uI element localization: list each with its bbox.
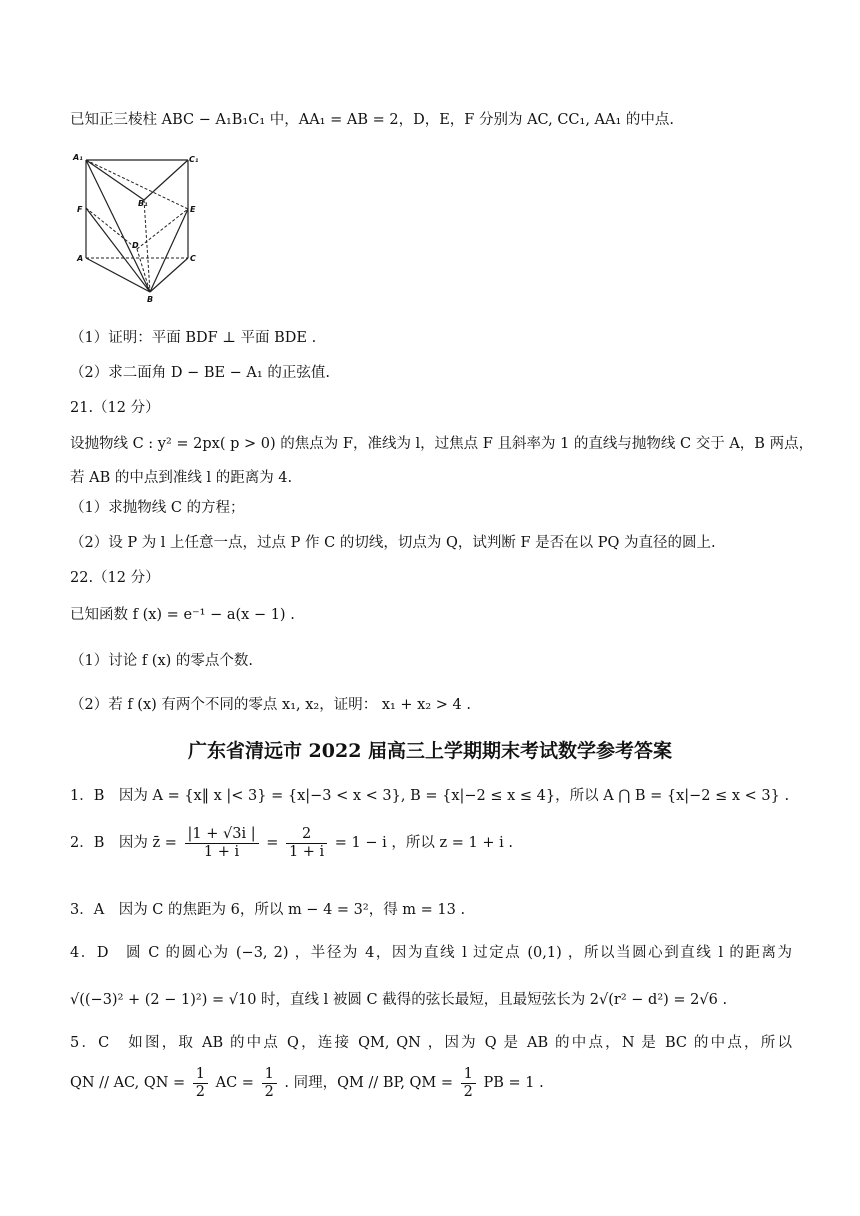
answer-2-num-2: 2 — [286, 826, 327, 844]
label-c: C — [190, 254, 196, 263]
prism-diagram — [72, 152, 202, 304]
label-f: F — [77, 205, 83, 214]
problem21-line1: 设抛物线 C : y² = 2px( p > 0) 的焦点为 F，准线为 l，过焦点 F 且斜率为 1 的直线与抛物线 C 交于 A，B 两点， — [70, 436, 814, 452]
problem20-part1: （1）证明：平面 BDF ⊥ 平面 BDE . — [70, 330, 317, 346]
answer-5-line2 — [70, 1066, 544, 1100]
answer-5-part3: . 同理，QM // BP, QM = — [284, 1075, 454, 1092]
problem21-line2: 若 AB 的中点到准线 l 的距离为 4. — [70, 470, 293, 486]
answer-2-den-2: 1 + i — [288, 843, 325, 860]
answer-2-prefix: 2．B 因为 z̄ = — [70, 835, 177, 852]
problem22-part1: （1）讨论 f (x) 的零点个数. — [70, 653, 254, 669]
answer-2-num-1: |1 + √3i | — [185, 826, 259, 844]
label-e: E — [190, 205, 196, 214]
problem20-part2: （2）求二面角 D − BE − A₁ 的正弦值. — [70, 365, 330, 381]
problem21-part1: （1）求抛物线 C 的方程； — [70, 500, 245, 516]
answer-2-eq: = — [266, 835, 279, 852]
answer-5-den-1: 2 — [195, 1083, 206, 1100]
problem22-header: 22.（12 分） — [70, 570, 160, 586]
label-a: A — [77, 254, 84, 263]
answer-5-line1: 5．C 如图，取 AB 的中点 Q，连接 QM, QN ，因为 Q 是 AB 的中点，N 是 BC 的中点，所以 — [70, 1035, 792, 1051]
problem21-header: 21.（12 分） — [70, 400, 160, 416]
label-c1: C₁ — [189, 155, 199, 164]
answer-4-line2: √((−3)² + (2 − 1)²) = √10 时，直线 l 被圆 C 截得的弦长最短，且最短弦长为 2√(r² − d²) = 2√6 . — [70, 992, 728, 1008]
label-b: B — [147, 295, 154, 304]
answer-2 — [70, 826, 513, 860]
answers-title: 广东省清远市 2022 届高三上学期期末考试数学参考答案 — [187, 740, 673, 762]
answer-2-den-1: 1 + i — [203, 843, 240, 860]
problem20-intro: 已知正三棱柱 ABC − A₁B₁C₁ 中，AA₁ = AB = 2，D，E，F 分别为 AC, CC₁, AA₁ 的中点. — [70, 112, 675, 128]
answer-2-fraction-2 — [286, 826, 327, 860]
answer-5-part4: PB = 1 . — [483, 1075, 544, 1092]
answer-5-part2: AC = — [215, 1075, 254, 1092]
answer-5-num-2: 1 — [262, 1066, 277, 1084]
answer-5-fraction-1 — [193, 1066, 208, 1100]
answer-2-suffix: = 1 − i ，所以 z = 1 + i . — [334, 835, 513, 852]
label-b1: B₁ — [138, 199, 148, 208]
problem22-part2: （2）若 f (x) 有两个不同的零点 x₁, x₂，证明： x₁ + x₂ > 4 . — [70, 697, 471, 713]
answer-4-line1: 4．D 圆 C 的圆心为 (−3, 2) ，半径为 4，因为直线 l 过定点 (0,1) ，所以当圆心到直线 l 的距离为 — [70, 945, 792, 961]
answer-5-fraction-2 — [262, 1066, 277, 1100]
prism-figure — [72, 152, 202, 304]
answer-3: 3．A 因为 C 的焦距为 6，所以 m − 4 = 3²，得 m = 13 . — [70, 902, 466, 918]
problem21-part2: （2）设 P 为 l 上任意一点，过点 P 作 C 的切线，切点为 Q，试判断 F 是否在以 PQ 为直径的圆上. — [70, 535, 716, 551]
answer-5-part1: QN // AC, QN = — [70, 1075, 186, 1092]
label-a1: A₁ — [73, 153, 83, 162]
answer-5-den-3: 2 — [463, 1083, 473, 1100]
answer-5-den-2: 2 — [264, 1083, 274, 1100]
answer-5-num-3: 1 — [461, 1066, 476, 1084]
problem22-intro: 已知函数 f (x) = e⁻¹ − a(x − 1) . — [70, 607, 295, 623]
answer-5-num-1: 1 — [193, 1066, 208, 1084]
answer-2-fraction-1 — [185, 826, 259, 860]
answer-1: 1．B 因为 A = {x‖ x |< 3} = {x|−3 < x < 3}, B = {x|−2 ≤ x ≤ 4}，所以 A ⋂ B = {x|−2 ≤ x < 3} . — [70, 788, 790, 804]
label-d: D — [132, 241, 139, 250]
answer-5-fraction-3 — [461, 1066, 476, 1100]
